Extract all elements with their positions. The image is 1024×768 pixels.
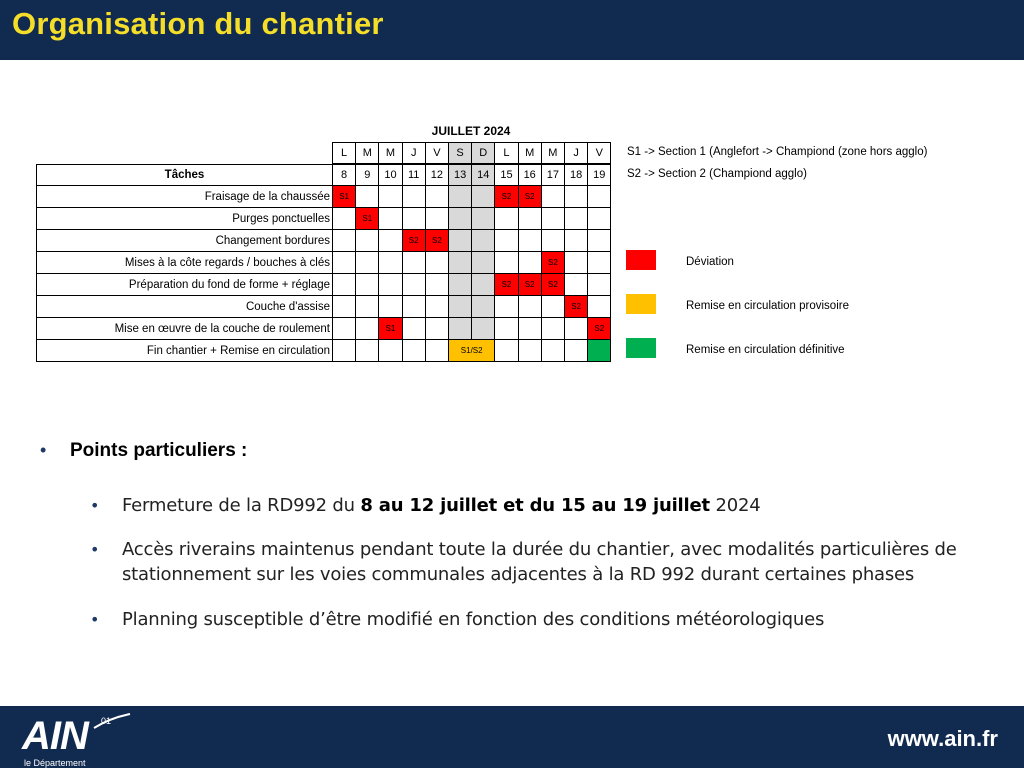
bullet-icon: • — [90, 540, 100, 559]
schedule-cell — [471, 251, 495, 274]
cell-label: S2 — [594, 324, 605, 333]
schedule-cell — [494, 207, 518, 230]
schedule-cell — [355, 185, 379, 208]
schedule-cell-deviation — [402, 229, 426, 252]
legend-label-definitive: Remise en circulation définitive — [686, 344, 845, 356]
task-name: Purges ponctuelles — [36, 207, 333, 230]
schedule-cell — [518, 251, 542, 274]
schedule-cell — [587, 229, 611, 252]
schedule-cell-deviation — [518, 185, 542, 208]
task-name: Changement bordures — [36, 229, 333, 252]
schedule-cell — [355, 339, 379, 362]
schedule-cell-deviation — [494, 185, 518, 208]
bullet-icon: • — [90, 610, 100, 629]
schedule-cell — [564, 317, 588, 340]
schedule-cell-deviation — [425, 229, 449, 252]
schedule-cell — [425, 339, 449, 362]
schedule-cell — [378, 339, 402, 362]
schedule-cell — [494, 339, 518, 362]
schedule-cell — [402, 251, 426, 274]
schedule-cell-deviation — [518, 273, 542, 296]
cell-label: S2 — [408, 236, 419, 245]
logo-number: 01 — [101, 716, 112, 726]
day-letter-cell: D — [471, 142, 495, 164]
legend-label-provisoire: Remise en circulation provisoire — [686, 300, 849, 312]
cell-label: S2 — [501, 280, 512, 289]
day-number-cell: 19 — [587, 164, 611, 186]
schedule-cell — [541, 295, 565, 318]
schedule-cell — [402, 207, 426, 230]
point-text: Planning susceptible d’être modifié en fonction des conditions météorologiques — [122, 609, 825, 630]
day-number-cell: 14 — [471, 164, 495, 186]
schedule-cell — [378, 185, 402, 208]
schedule-cell — [448, 317, 472, 340]
note-s2: S2 -> Section 2 (Championd agglo) — [627, 168, 807, 180]
schedule-cell — [471, 317, 495, 340]
schedule-cell — [518, 317, 542, 340]
schedule-cell — [471, 207, 495, 230]
cell-label: S1 — [362, 214, 373, 223]
schedule-cell — [541, 207, 565, 230]
ain-logo — [22, 712, 132, 768]
schedule-cell — [378, 273, 402, 296]
task-name: Mise en œuvre de la couche de roulement — [36, 317, 333, 340]
day-number-cell: 9 — [355, 164, 379, 186]
logo-swoosh-icon — [92, 712, 132, 732]
point-text-bold: 8 au 12 juillet et du 15 au 19 juillet — [360, 495, 710, 516]
bullet-icon: • — [90, 496, 100, 515]
schedule-cell-deviation — [378, 317, 402, 340]
legend-swatch-deviation — [626, 250, 656, 270]
day-letter-cell: M — [518, 142, 542, 164]
schedule-cell — [378, 251, 402, 274]
schedule-cell-deviation — [355, 207, 379, 230]
schedule-cell — [587, 295, 611, 318]
task-name: Fraisage de la chaussée — [36, 185, 333, 208]
schedule-cell — [332, 229, 356, 252]
website-url[interactable]: www.ain.fr — [887, 726, 998, 751]
schedule-cell-deviation — [494, 273, 518, 296]
cell-label: S2 — [431, 236, 442, 245]
schedule-cell — [448, 251, 472, 274]
schedule-cell — [541, 339, 565, 362]
day-letter-cell: V — [425, 142, 449, 164]
task-name: Préparation du fond de forme + réglage — [36, 273, 333, 296]
cell-label: S2 — [571, 302, 581, 311]
schedule-cell — [494, 317, 518, 340]
day-letter-cell: L — [494, 142, 518, 164]
point-text: Accès riverains maintenus pendant toute la durée du chantier, avec modalités particulières de stationnement sur les voies communales adjacentes à la RD 992 durant certaines phases — [122, 539, 957, 585]
schedule-cell — [471, 295, 495, 318]
schedule-cell-definitive — [587, 339, 611, 362]
schedule-cell-provisoire — [448, 339, 495, 362]
schedule-cell — [402, 295, 426, 318]
schedule-cell — [332, 251, 356, 274]
schedule-cell — [494, 295, 518, 318]
schedule-cell — [494, 229, 518, 252]
cell-label: S1 — [339, 192, 349, 201]
day-number-cell: 11 — [402, 164, 426, 186]
schedule-cell — [448, 295, 472, 318]
legend-swatch-definitive — [626, 338, 656, 358]
task-name: Mises à la côte regards / bouches à clés — [36, 251, 333, 274]
bullet-icon: • — [40, 440, 47, 460]
schedule-cell — [425, 251, 449, 274]
schedule-cell — [425, 207, 449, 230]
schedule-cell — [378, 295, 402, 318]
schedule-cell — [518, 229, 542, 252]
schedule-cell — [378, 229, 402, 252]
schedule-cell — [541, 229, 565, 252]
schedule-cell-deviation — [541, 251, 565, 274]
day-number-cell: 17 — [541, 164, 565, 186]
schedule-cell — [355, 317, 379, 340]
schedule-cell — [332, 339, 356, 362]
day-number-cell: 16 — [518, 164, 542, 186]
schedule-cell — [448, 229, 472, 252]
schedule-cell — [587, 273, 611, 296]
schedule-cell — [448, 185, 472, 208]
schedule-cell — [355, 229, 379, 252]
schedule-cell — [332, 273, 356, 296]
schedule-cell — [541, 185, 565, 208]
schedule-cell — [564, 229, 588, 252]
schedule-cell — [518, 339, 542, 362]
schedule-cell — [425, 317, 449, 340]
day-number-cell: 15 — [494, 164, 518, 186]
schedule-cell — [425, 185, 449, 208]
schedule-cell — [425, 295, 449, 318]
schedule-cell — [587, 185, 611, 208]
schedule-cell — [402, 339, 426, 362]
note-s1: S1 -> Section 1 (Anglefort -> Championd (zone hors agglo) — [627, 146, 928, 158]
schedule-cell — [448, 207, 472, 230]
tasks-header: Tâches — [36, 164, 333, 186]
schedule-cell — [355, 273, 379, 296]
schedule-cell — [355, 295, 379, 318]
cell-label: S2 — [501, 192, 512, 201]
day-number-cell: 10 — [378, 164, 402, 186]
schedule-cell — [564, 185, 588, 208]
schedule-cell — [587, 251, 611, 274]
day-letter-cell: M — [541, 142, 565, 164]
day-number-cell: 8 — [332, 164, 356, 186]
day-number-cell: 12 — [425, 164, 449, 186]
schedule-cell-deviation — [587, 317, 611, 340]
day-letter-cell: J — [564, 142, 588, 164]
schedule-cell — [332, 295, 356, 318]
schedule-cell — [332, 317, 356, 340]
schedule-cell-deviation — [564, 295, 588, 318]
day-letter-cell: M — [355, 142, 379, 164]
schedule-cell — [471, 229, 495, 252]
schedule-cell — [402, 185, 426, 208]
schedule-cell — [518, 295, 542, 318]
legend-swatch-provisoire — [626, 294, 656, 314]
schedule-cell — [471, 273, 495, 296]
logo-text: AIN — [22, 714, 88, 758]
schedule-cell — [332, 207, 356, 230]
schedule-cell — [471, 185, 495, 208]
task-name: Couche d'assise — [36, 295, 333, 318]
footer-bar — [0, 706, 1024, 768]
task-name: Fin chantier + Remise en circulation — [36, 339, 333, 362]
schedule-cell — [425, 273, 449, 296]
schedule-cell — [564, 339, 588, 362]
point-text: 2024 — [709, 495, 761, 516]
cell-label: S1 — [385, 324, 396, 333]
day-letter-cell: M — [378, 142, 402, 164]
schedule-cell — [448, 273, 472, 296]
day-number-cell: 18 — [564, 164, 588, 186]
schedule-cell — [402, 317, 426, 340]
schedule-cell — [564, 251, 588, 274]
schedule-cell — [541, 317, 565, 340]
cell-label: S2 — [547, 258, 558, 267]
cell-label: S2 — [547, 280, 558, 289]
schedule-cell — [564, 273, 588, 296]
point-text: Fermeture de la RD992 du — [122, 495, 361, 516]
schedule-cell-deviation — [332, 185, 356, 208]
cell-label: S2 — [524, 280, 535, 289]
points-title: Points particuliers : — [70, 440, 248, 461]
schedule-cell-deviation — [541, 273, 565, 296]
legend-label-deviation: Déviation — [686, 256, 734, 268]
schedule-cell — [564, 207, 588, 230]
schedule-cell — [378, 207, 402, 230]
schedule-cell — [518, 207, 542, 230]
cell-label: S2 — [524, 192, 535, 201]
schedule-cell — [402, 273, 426, 296]
day-letter-cell: S — [448, 142, 472, 164]
page-title: Organisation du chantier — [12, 6, 384, 41]
day-number-cell: 13 — [448, 164, 472, 186]
logo-subtitle: le Département — [24, 758, 86, 768]
day-letter-cell: L — [332, 142, 356, 164]
cell-label: S1/S2 — [460, 346, 483, 355]
schedule-cell — [494, 251, 518, 274]
schedule-cell — [587, 207, 611, 230]
day-letter-cell: J — [402, 142, 426, 164]
month-label: JUILLET 2024 — [431, 124, 511, 138]
day-letter-cell: V — [587, 142, 611, 164]
schedule-cell — [355, 251, 379, 274]
